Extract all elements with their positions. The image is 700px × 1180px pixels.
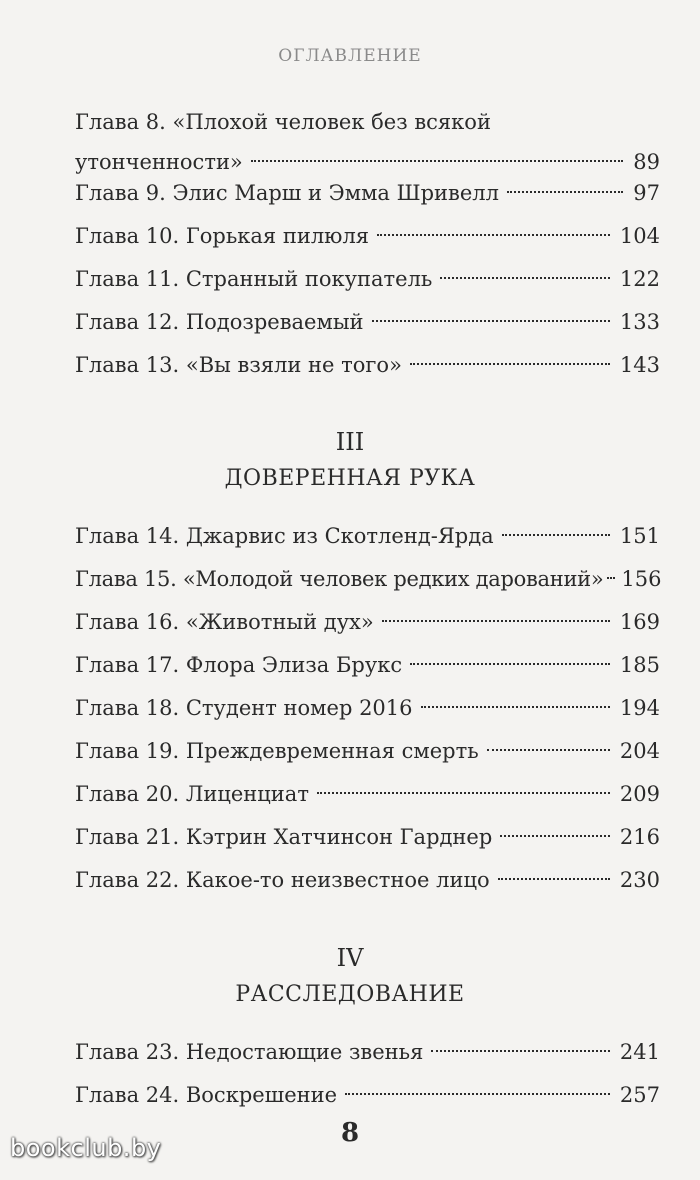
toc-line bbox=[75, 1077, 660, 1113]
toc-line bbox=[75, 261, 660, 297]
toc-title: Глава 14. Джарвис из Скотленд-Ярда bbox=[75, 524, 494, 548]
part-number: III bbox=[335, 428, 365, 456]
toc-page-number: 257 bbox=[619, 1083, 660, 1107]
toc-page-number: 97 bbox=[633, 181, 660, 205]
toc-line bbox=[75, 733, 660, 769]
toc-title: Глава 10. Горькая пилюля bbox=[75, 224, 370, 248]
toc-title: Глава 18. Студент номер 2016 bbox=[75, 696, 413, 720]
toc-line bbox=[75, 604, 660, 640]
toc-page-number: 169 bbox=[619, 610, 660, 634]
toc-page-number: 133 bbox=[619, 310, 660, 334]
toc-title: Глава 12. Подозреваемый bbox=[75, 310, 364, 334]
dot-leader bbox=[487, 749, 610, 751]
toc-entry-chapter-13 bbox=[75, 347, 660, 383]
toc-line bbox=[75, 647, 660, 683]
toc-title: Глава 16. «Животный дух» bbox=[75, 610, 374, 634]
toc-page-number: 194 bbox=[619, 696, 660, 720]
toc-title: Глава 23. Недостающие звенья bbox=[75, 1040, 424, 1064]
dot-leader bbox=[410, 363, 610, 365]
dot-leader bbox=[507, 191, 623, 193]
dot-leader bbox=[421, 706, 610, 708]
toc-title: Глава 11. Странный покупатель bbox=[75, 267, 433, 291]
part-number: IV bbox=[336, 944, 364, 972]
toc-page-number: 204 bbox=[619, 739, 660, 763]
toc-title: Глава 20. Лиценциат bbox=[75, 782, 309, 806]
toc-line bbox=[75, 518, 660, 554]
toc-title: Глава 13. «Вы взяли не того» bbox=[75, 353, 402, 377]
toc-title: Глава 15. «Молодой человек редких дарований» bbox=[75, 567, 604, 591]
toc-entry-chapter-23 bbox=[75, 1034, 660, 1070]
running-head: ОГЛАВЛЕНИЕ bbox=[278, 46, 422, 66]
toc-page-number: 151 bbox=[619, 524, 660, 548]
dot-leader bbox=[382, 620, 610, 622]
toc-page-number: 185 bbox=[619, 653, 660, 677]
toc-line bbox=[75, 304, 660, 340]
dot-leader bbox=[500, 835, 610, 837]
toc-page-number: 241 bbox=[619, 1040, 660, 1064]
dot-leader bbox=[372, 320, 610, 322]
toc-entry-chapter-21 bbox=[75, 819, 660, 855]
toc-line bbox=[75, 1034, 660, 1070]
toc-entry-chapter-10 bbox=[75, 218, 660, 254]
toc-line bbox=[75, 862, 660, 898]
toc-page-number: 156 bbox=[621, 567, 662, 591]
dot-leader bbox=[410, 663, 610, 665]
toc-entry-chapter-12 bbox=[75, 304, 660, 340]
toc-title: Глава 21. Кэтрин Хатчинсон Гарднер bbox=[75, 825, 493, 849]
toc-line bbox=[75, 175, 660, 211]
dot-leader bbox=[502, 534, 610, 536]
dot-leader bbox=[251, 160, 623, 162]
toc-title: Глава 24. Воскрешение bbox=[75, 1083, 338, 1107]
toc-page-number: 104 bbox=[619, 224, 660, 248]
toc-line bbox=[75, 561, 660, 597]
dot-leader bbox=[440, 277, 610, 279]
toc-line bbox=[75, 347, 660, 383]
dot-leader bbox=[498, 878, 610, 880]
toc-line bbox=[75, 690, 660, 726]
toc-page-number: 230 bbox=[619, 868, 660, 892]
toc-entry-chapter-19 bbox=[75, 733, 660, 769]
toc-entry-chapter-18 bbox=[75, 690, 660, 726]
toc-title: Глава 19. Преждевременная смерть bbox=[75, 739, 479, 763]
toc-entry-chapter-15 bbox=[75, 561, 660, 597]
page-number: 8 bbox=[340, 1118, 360, 1148]
toc-entry-chapter-14 bbox=[75, 518, 660, 554]
part-title: РАССЛЕДОВАНИЕ bbox=[235, 982, 465, 1007]
toc-line bbox=[75, 819, 660, 855]
toc-title: утонченности» bbox=[75, 150, 243, 174]
toc-entry-chapter-24 bbox=[75, 1077, 660, 1113]
toc-title: Глава 9. Элис Марш и Эмма Шривелл bbox=[75, 181, 499, 205]
toc-page-number: 89 bbox=[633, 150, 660, 174]
toc-title: Глава 22. Какое-то неизвестное лицо bbox=[75, 868, 490, 892]
toc-title: Глава 17. Флора Элиза Брукс bbox=[75, 653, 403, 677]
toc-entry-chapter-11 bbox=[75, 261, 660, 297]
toc-page-number: 143 bbox=[619, 353, 660, 377]
watermark: bookclub.by bbox=[10, 1134, 162, 1162]
toc-page-number: 209 bbox=[619, 782, 660, 806]
toc-entry-chapter-17 bbox=[75, 647, 660, 683]
toc-page-number: 122 bbox=[619, 267, 660, 291]
dot-leader bbox=[431, 1050, 610, 1052]
dot-leader bbox=[607, 577, 615, 579]
toc-title: Глава 8. «Плохой человек без всякой bbox=[75, 110, 491, 134]
dot-leader bbox=[345, 1093, 610, 1095]
toc-entry-chapter-9 bbox=[75, 175, 660, 211]
part-title: ДОВЕРЕННАЯ РУКА bbox=[224, 466, 476, 491]
dot-leader bbox=[377, 234, 610, 236]
dot-leader bbox=[317, 792, 610, 794]
toc-entry-chapter-22 bbox=[75, 862, 660, 898]
toc-entry-chapter-16 bbox=[75, 604, 660, 640]
toc-line-first bbox=[75, 104, 660, 140]
toc-entry-chapter-20 bbox=[75, 776, 660, 812]
toc-line bbox=[75, 218, 660, 254]
toc-page-number: 216 bbox=[619, 825, 660, 849]
toc-line bbox=[75, 776, 660, 812]
toc-entry-chapter-8 bbox=[75, 104, 660, 180]
